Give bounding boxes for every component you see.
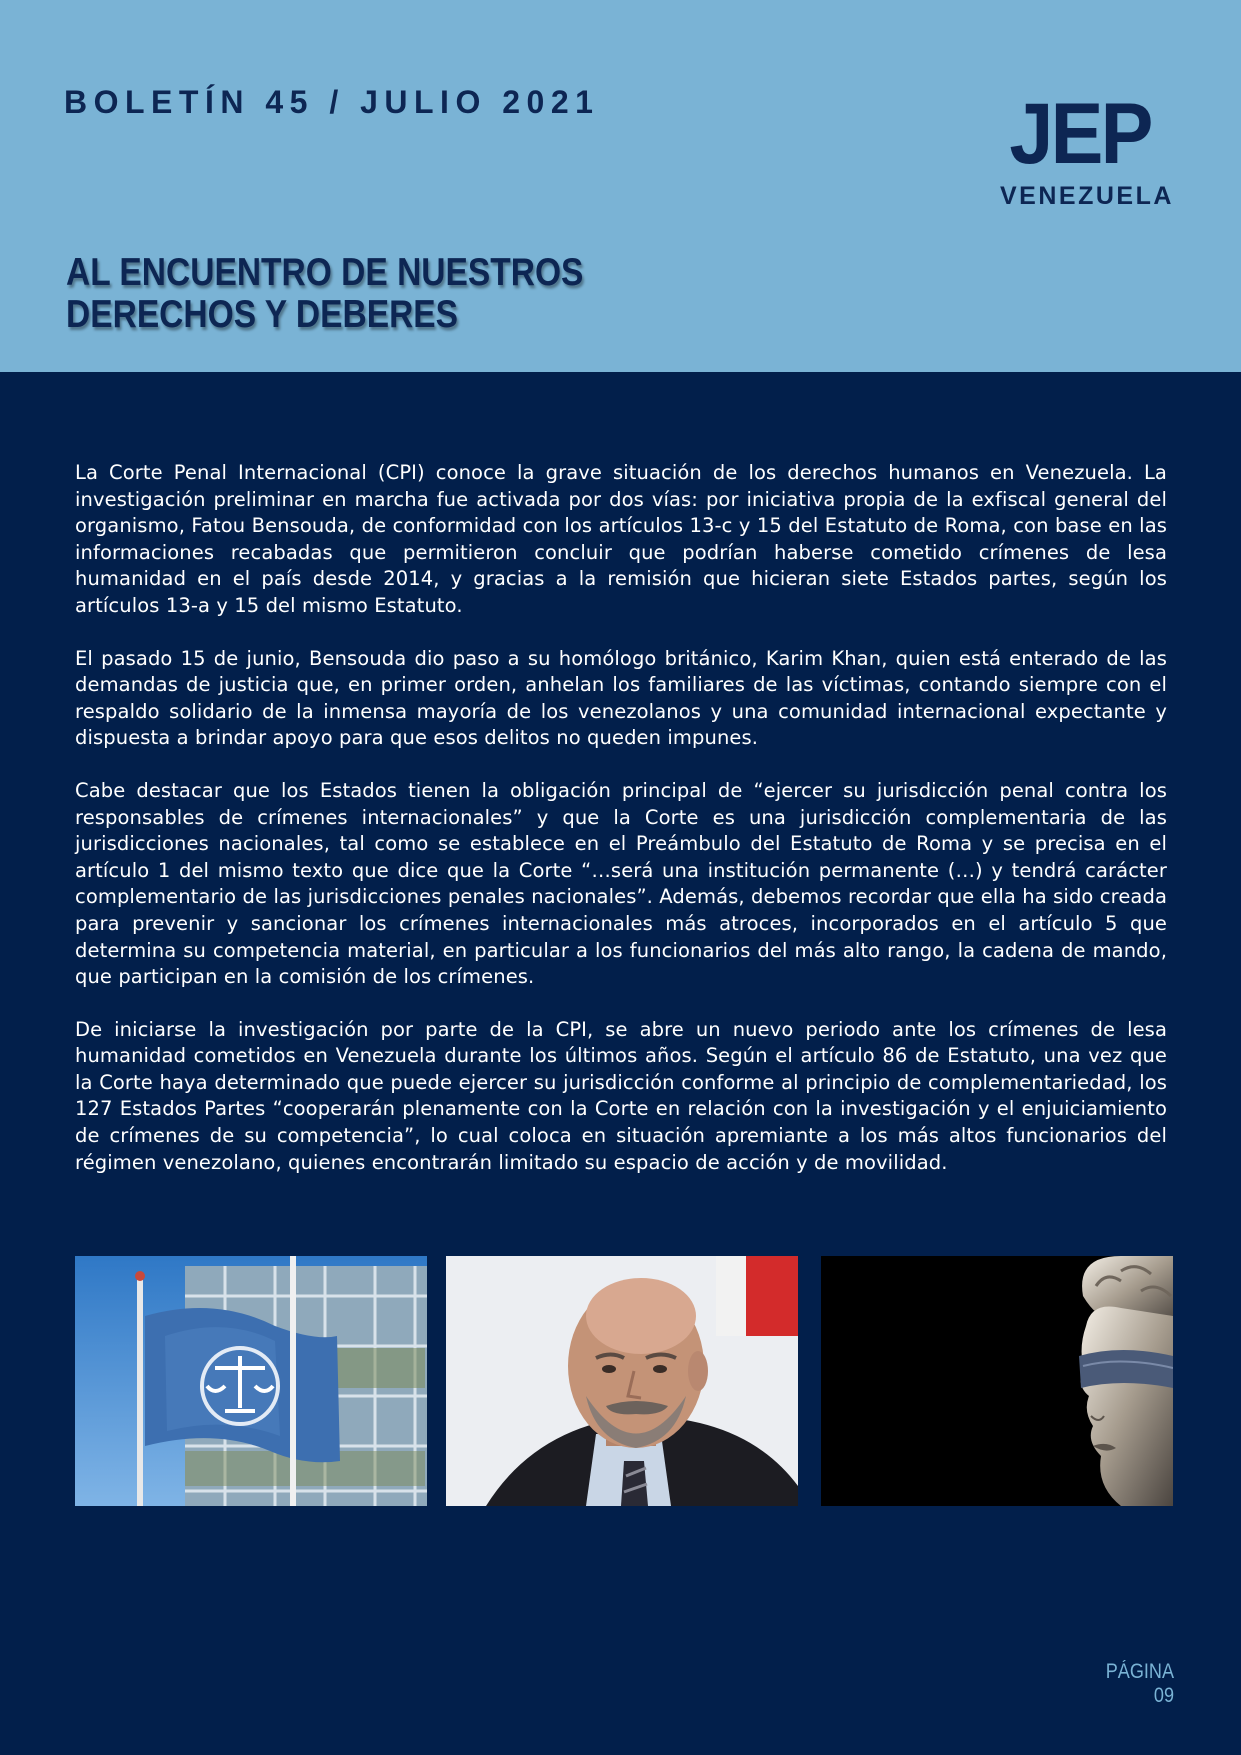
logo-sub-text: VENEZUELA [1000, 182, 1174, 210]
article-paragraph-3: Cabe destacar que los Estados tienen la obligación principal de “ejercer su jurisdicción penal contra los responsables de crímenes internacionales” y que la Corte es una jurisdicción complementaria de las jurisdicciones nacionales, tal como se establece en el Preámbulo del Estatuto de Roma y se precisa en el artículo 1 del mismo texto que dice que la Corte “…será una institución permanente (…) y tendrá carácter complementario de las jurisdicciones penales nacionales”. Además, debemos recordar que ella ha sido creada para prevenir y sancionar los crímenes internacionales más atroces, incorporados en el artículo 5 que determina su competencia material, en particular a los funcionarios del más alto rango, la cadena de mando, que participan en la comisión de los crímenes. [75, 778, 1167, 989]
article-body [75, 460, 1167, 1202]
bulletin-issue-label: BOLETÍN 45 / JULIO 2021 [64, 84, 600, 120]
lady-justice-photo [821, 1256, 1173, 1506]
article-paragraph-4: De iniciarse la investigación por parte de la CPI, se abre un nuevo periodo ante los crímenes de lesa humanidad cometidos en Venezuela durante los últimos años. Según el artículo 86 de Estatuto, una vez que la Corte haya determinado que puede ejercer su jurisdicción conforme al principio de complementariedad, los 127 Estados Partes “cooperarán plenamente con la Corte en relación con la investigación y el enjuiciamiento de crímenes de su competencia”, lo cual coloca en situación apremiante a los más altos funcionarios del régimen venezolano, quienes encontrarán limitado su espacio de acción y de movilidad. [75, 1017, 1167, 1174]
logo-main-text: JEP [1009, 86, 1151, 182]
page-number: PÁGINA 09 [1105, 1660, 1174, 1707]
icc-flag-photo [75, 1256, 427, 1506]
article-paragraph-1: La Corte Penal Internacional (CPI) conoce la grave situación de los derechos humanos en Venezuela. La investigación preliminar en marcha fue activada por dos vías: por iniciativa propia de la exfiscal general del organismo, Fatou Bensouda, de conformidad con los artículos 13-c y 15 del Estatuto de Roma, con base en las informaciones recabadas que permitieron concluir que podrían haberse cometido crímenes de lesa humanidad en el país desde 2014, y gracias a la remisión que hicieran siete Estados partes, según los artículos 13-a y 15 del mismo Estatuto. [75, 461, 1167, 617]
article-paragraph-2: El pasado 15 de junio, Bensouda dio paso a su homólogo británico, Karim Khan, quien está enterado de las demandas de justicia que, en primer orden, anhelan los familiares de las víctimas, contando siempre con el respaldo solidario de la inmensa mayoría de los venezolanos y una comunidad internacional expectante y dispuesta a brindar apoyo para que esos delitos no queden impunes. [75, 646, 1167, 750]
karim-khan-photo [446, 1256, 798, 1506]
jep-logo [1000, 86, 1174, 218]
header-band [0, 0, 1241, 372]
page-title-line-2: DERECHOS Y DEBERES [66, 293, 459, 336]
page-title-line-1: AL ENCUENTRO DE NUESTROS [66, 251, 584, 294]
page-title [66, 252, 616, 336]
